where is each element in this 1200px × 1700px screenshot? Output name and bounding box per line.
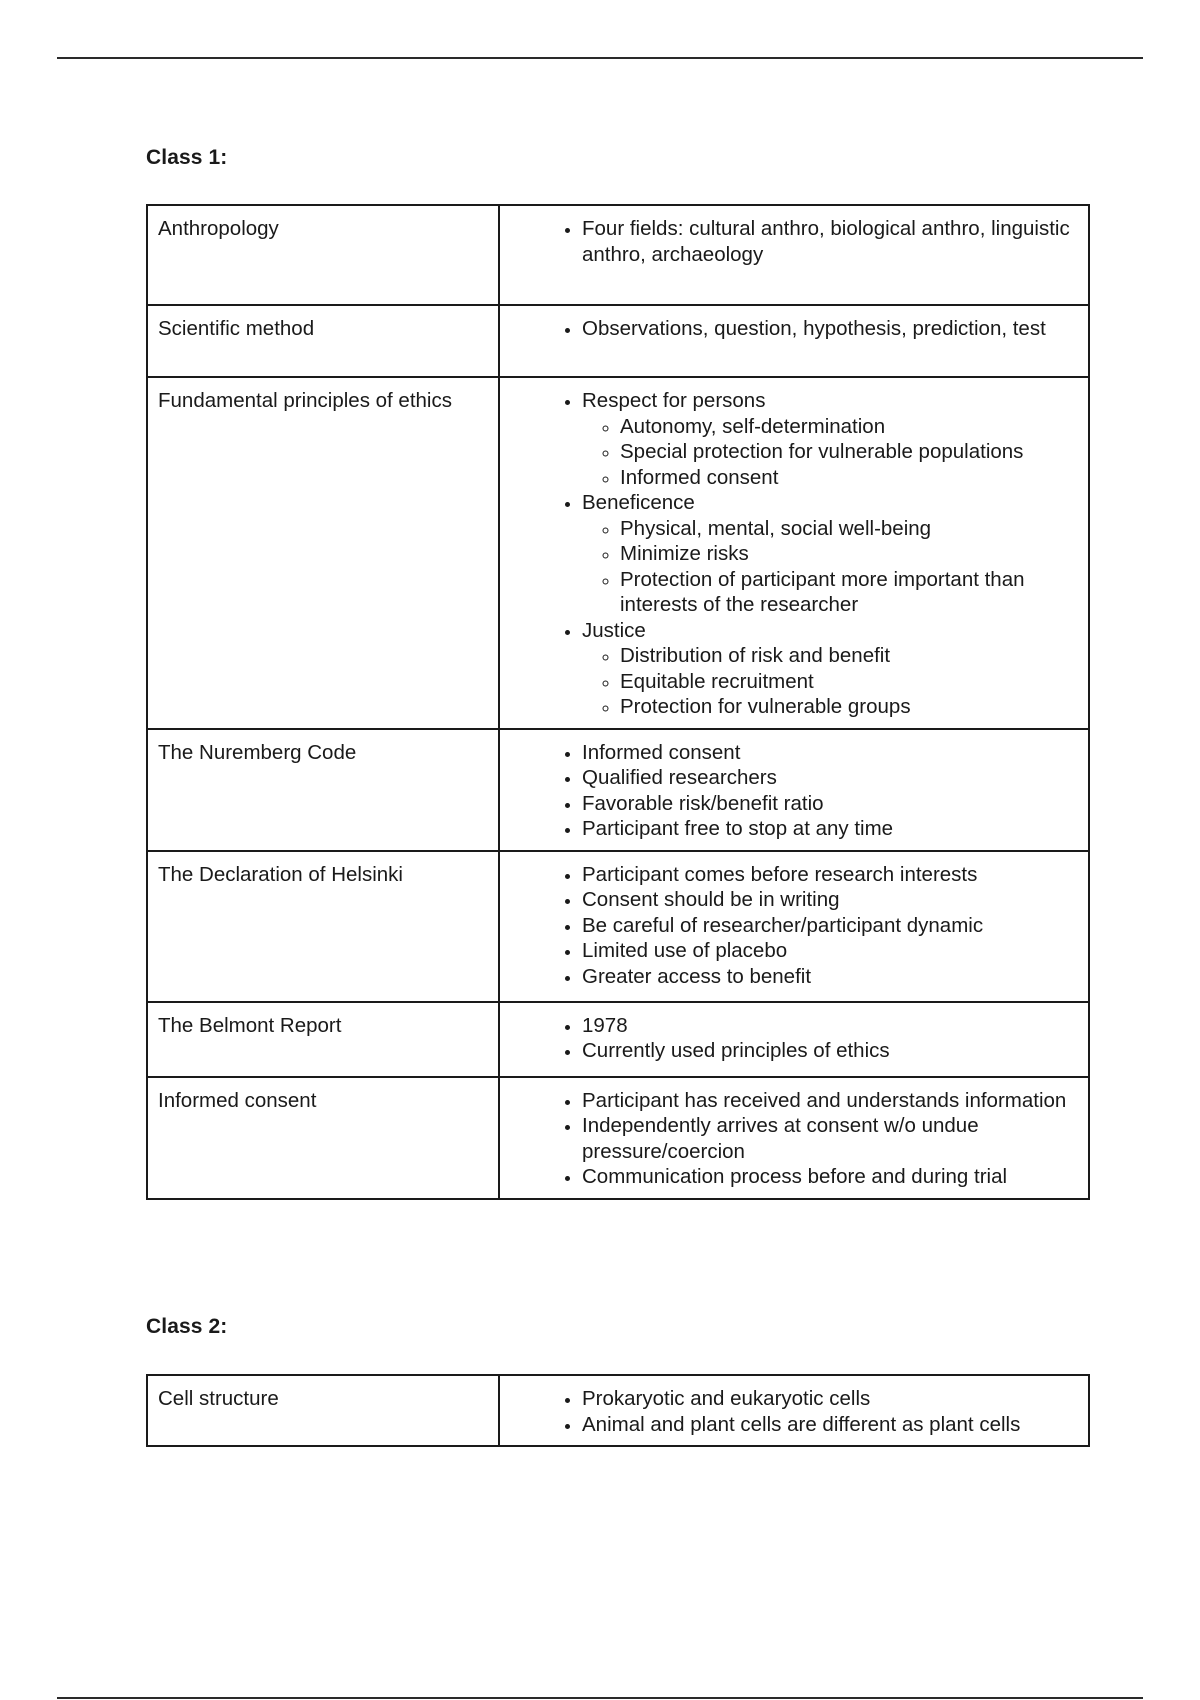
- bullet-point: • Animal and plant cells are different as plant cells: [582, 1412, 1078, 1438]
- bullet-list: [544, 1386, 1078, 1437]
- top-divider: [57, 57, 1143, 59]
- detail-cell: [499, 205, 1089, 305]
- bullet-list: [544, 216, 1078, 267]
- detail-cell: [499, 305, 1089, 377]
- detail-cell: [499, 729, 1089, 851]
- bullet-point: • 1978: [582, 1013, 1078, 1039]
- term-cell: Scientific method: [147, 305, 499, 377]
- bullet-point: • Independently arrives at consent w/o undue pressure/coercion: [582, 1113, 1078, 1164]
- sub-bullet-point: ◦ Physical, mental, social well-being: [620, 516, 1078, 542]
- detail-cell: [499, 1077, 1089, 1199]
- bullet-point: • Qualified researchers: [582, 765, 1078, 791]
- bullet-point: [582, 490, 1078, 618]
- table-row: [147, 1375, 1089, 1446]
- term-cell: The Belmont Report: [147, 1002, 499, 1077]
- sub-bullet-point: ◦ Protection for vulnerable groups: [620, 694, 1078, 720]
- bullet-point: [582, 388, 1078, 490]
- bullet-list: [544, 1088, 1078, 1190]
- class-1-notes-table: [146, 204, 1090, 1200]
- detail-cell: [499, 851, 1089, 1002]
- bullet-point: • Currently used principles of ethics: [582, 1038, 1078, 1064]
- class-1-heading: Class 1:: [146, 146, 228, 169]
- sub-bullet-point: ◦ Protection of participant more important than interests of the researcher: [620, 567, 1078, 618]
- table-row: [147, 377, 1089, 729]
- sub-bullet-list: [582, 516, 1078, 618]
- term-cell: The Declaration of Helsinki: [147, 851, 499, 1002]
- term-cell: Cell structure: [147, 1375, 499, 1446]
- sub-bullet-point: ◦ Distribution of risk and benefit: [620, 643, 1078, 669]
- bullet-list: [544, 740, 1078, 842]
- bullet-list: [544, 862, 1078, 990]
- bullet-point: • Participant has received and understands information: [582, 1088, 1078, 1114]
- bullet-point: • Informed consent: [582, 740, 1078, 766]
- sub-bullet-list: [582, 414, 1078, 491]
- class-2-heading: Class 2:: [146, 1315, 228, 1338]
- term-cell: Anthropology: [147, 205, 499, 305]
- bullet-text: Respect for persons: [582, 389, 766, 412]
- class-2-notes-table: [146, 1374, 1090, 1447]
- bullet-list: [544, 316, 1078, 342]
- bottom-divider: [57, 1697, 1143, 1699]
- table-row: [147, 1077, 1089, 1199]
- table-row: [147, 851, 1089, 1002]
- bullet-point: • Limited use of placebo: [582, 938, 1078, 964]
- bullet-point: • Communication process before and during trial: [582, 1164, 1078, 1190]
- bullet-point: • Prokaryotic and eukaryotic cells: [582, 1386, 1078, 1412]
- sub-bullet-point: ◦ Minimize risks: [620, 541, 1078, 567]
- bullet-text: Justice: [582, 618, 646, 642]
- detail-cell: [499, 377, 1089, 729]
- bullet-point: • Favorable risk/benefit ratio: [582, 791, 1078, 817]
- bullet-text: Beneficence: [582, 491, 695, 514]
- sub-bullet-list: [582, 643, 1078, 720]
- bullet-list: [544, 388, 1078, 720]
- term-cell: The Nuremberg Code: [147, 729, 499, 851]
- detail-cell: [499, 1002, 1089, 1077]
- table-row: [147, 1002, 1089, 1077]
- table-row: [147, 305, 1089, 377]
- bullet-point: • Consent should be in writing: [582, 887, 1078, 913]
- sub-bullet-point: ◦ Informed consent: [620, 465, 1078, 491]
- term-cell: Fundamental principles of ethics: [147, 377, 499, 729]
- term-cell: Informed consent: [147, 1077, 499, 1199]
- bullet-list: [544, 1013, 1078, 1064]
- bullet-point: • Participant comes before research interests: [582, 862, 1078, 888]
- sub-bullet-point: ◦ Equitable recruitment: [620, 669, 1078, 695]
- detail-cell: [499, 1375, 1089, 1446]
- table-row: [147, 205, 1089, 305]
- bullet-point: [582, 618, 1078, 720]
- table-row: [147, 729, 1089, 851]
- bullet-point: • Observations, question, hypothesis, prediction, test: [582, 316, 1078, 342]
- bullet-point: • Participant free to stop at any time: [582, 816, 1078, 842]
- sub-bullet-point: ◦ Autonomy, self-determination: [620, 414, 1078, 440]
- bullet-point: • Be careful of researcher/participant dynamic: [582, 913, 1078, 939]
- sub-bullet-point: ◦ Special protection for vulnerable populations: [620, 439, 1078, 465]
- bullet-point: • Greater access to benefit: [582, 964, 1078, 990]
- bullet-point: • Four fields: cultural anthro, biological anthro, linguistic anthro, archaeology: [582, 216, 1078, 267]
